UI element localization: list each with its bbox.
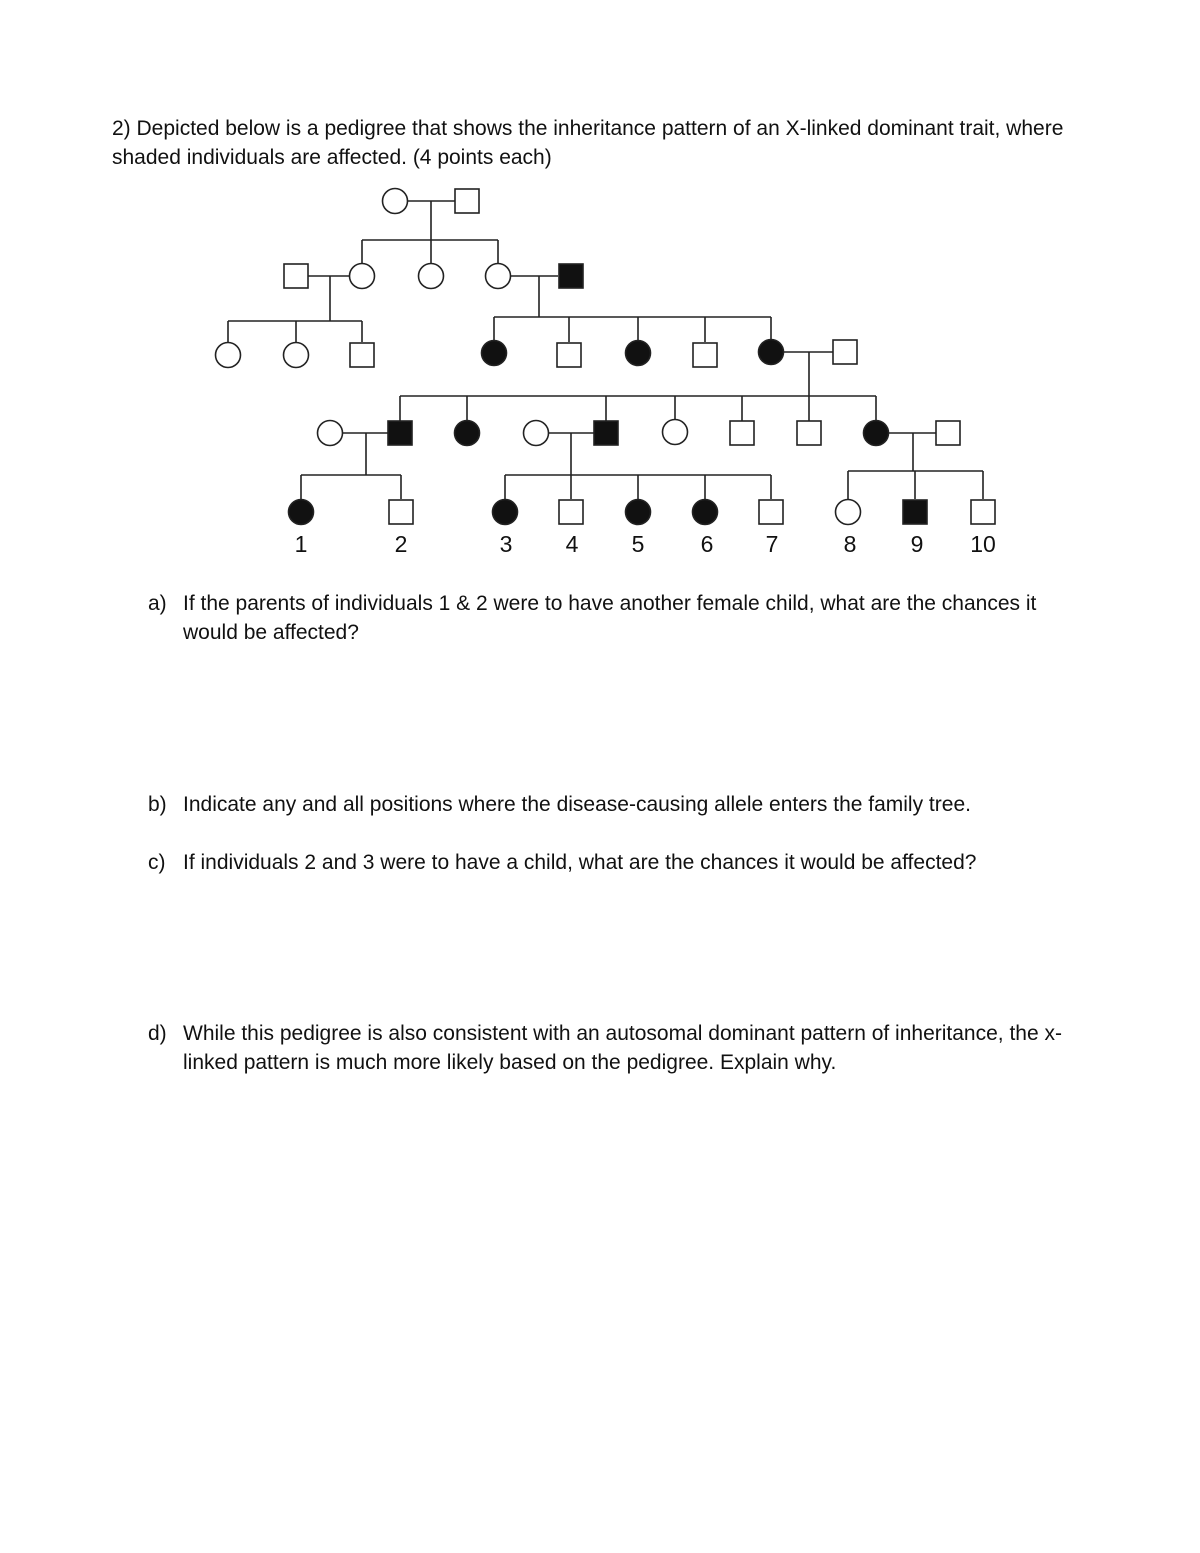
question-d [148, 1019, 1088, 1077]
affected-male-symbol [903, 500, 927, 524]
question-c-text: If individuals 2 and 3 were to have a child, what are the chances it would be affected? [183, 851, 977, 874]
unaffected-male-symbol [455, 189, 479, 213]
unaffected-female-symbol [318, 421, 343, 446]
unaffected-male-symbol [730, 421, 754, 445]
unaffected-male-symbol [559, 500, 583, 524]
question-b-letter: b) [148, 793, 167, 816]
unaffected-female-symbol [284, 343, 309, 368]
individual-label: 1 [294, 531, 308, 557]
unaffected-male-symbol [389, 500, 413, 524]
question-c-letter: c) [148, 851, 166, 874]
affected-female-symbol [289, 500, 314, 525]
affected-male-symbol [559, 264, 583, 288]
question-d-text: While this pedigree is also consistent with an autosomal dominant pattern of inheritance, the x-linked pattern is much more likely based on the pedigree. Explain why. [183, 1022, 1062, 1074]
affected-female-symbol [759, 340, 784, 365]
individual-label: 9 [910, 531, 924, 557]
question-a-letter: a) [148, 592, 167, 615]
affected-female-symbol [864, 421, 889, 446]
unaffected-female-symbol [663, 420, 688, 445]
question-d-letter: d) [148, 1022, 167, 1045]
affected-female-symbol [455, 421, 480, 446]
unaffected-female-symbol [836, 500, 861, 525]
unaffected-male-symbol [350, 343, 374, 367]
affected-female-symbol [493, 500, 518, 525]
question-a [148, 589, 1088, 647]
unaffected-male-symbol [971, 500, 995, 524]
unaffected-male-symbol [759, 500, 783, 524]
individual-label: 10 [970, 531, 996, 557]
unaffected-male-symbol [936, 421, 960, 445]
affected-female-symbol [626, 341, 651, 366]
unaffected-female-symbol [350, 264, 375, 289]
individual-label: 8 [843, 531, 857, 557]
unaffected-male-symbol [284, 264, 308, 288]
affected-male-symbol [388, 421, 412, 445]
unaffected-female-symbol [419, 264, 444, 289]
unaffected-male-symbol [693, 343, 717, 367]
question-b-text: Indicate any and all positions where the disease-causing allele enters the family tree. [183, 793, 971, 816]
affected-female-symbol [693, 500, 718, 525]
affected-female-symbol [482, 341, 507, 366]
individual-label: 4 [565, 531, 579, 557]
individual-label: 3 [499, 531, 513, 557]
individual-label: 5 [631, 531, 645, 557]
individual-label: 6 [700, 531, 714, 557]
unaffected-male-symbol [833, 340, 857, 364]
intro-text: 2) Depicted below is a pedigree that shows the inheritance pattern of an X-linked dominant trait, where shaded individuals are affected. (4 points each) [112, 117, 1064, 169]
unaffected-female-symbol [216, 343, 241, 368]
affected-female-symbol [626, 500, 651, 525]
unaffected-male-symbol [797, 421, 821, 445]
question-b [148, 790, 1088, 819]
unaffected-female-symbol [486, 264, 511, 289]
question-a-text: If the parents of individuals 1 & 2 were to have another female child, what are the chances it would be affected? [183, 592, 1037, 644]
pedigree-diagram [0, 0, 1200, 600]
individual-label: 2 [394, 531, 408, 557]
question-c [148, 848, 1088, 877]
affected-male-symbol [594, 421, 618, 445]
unaffected-male-symbol [557, 343, 581, 367]
unaffected-female-symbol [383, 189, 408, 214]
unaffected-female-symbol [524, 421, 549, 446]
individual-label: 7 [765, 531, 779, 557]
